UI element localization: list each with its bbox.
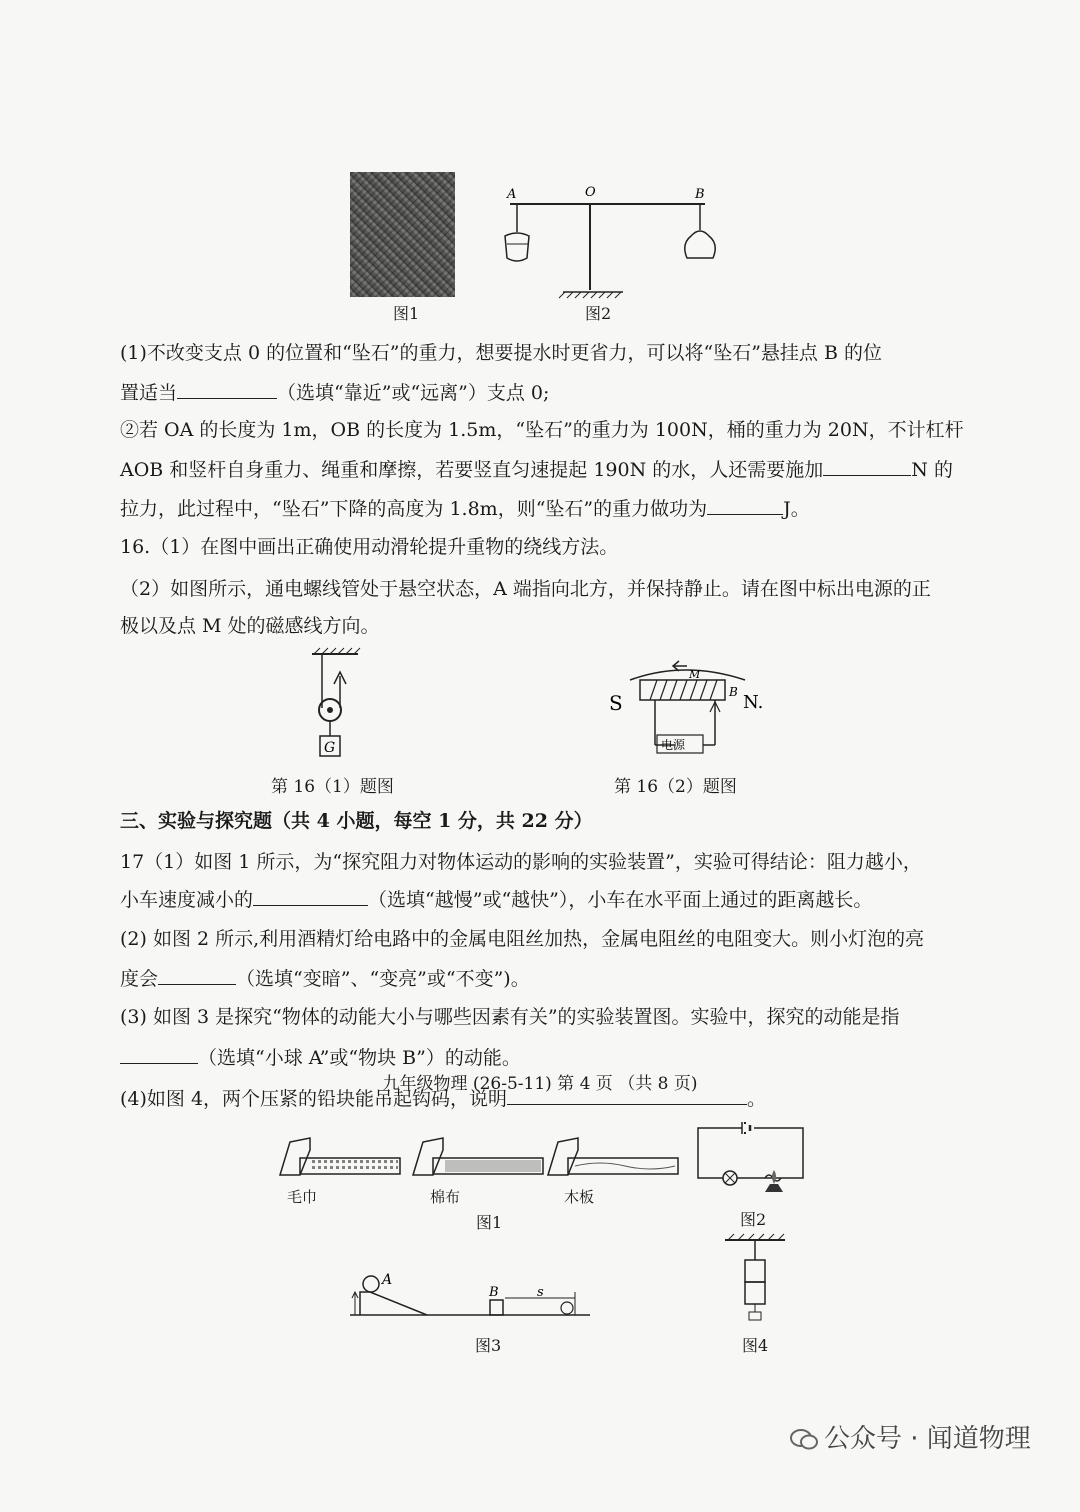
ramp-ball-diagram bbox=[345, 1270, 595, 1325]
q16-part1: 16.（1）在图中画出正确使用动滑轮提升重物的绕线方法。 bbox=[120, 536, 619, 558]
q17-part4-text-b: 。 bbox=[747, 1088, 767, 1110]
circuit-diagram bbox=[690, 1118, 810, 1208]
q17-blank-3[interactable] bbox=[120, 1043, 198, 1064]
solenoid-label-n: N. bbox=[743, 692, 764, 713]
surface-label-wood: 木板 bbox=[564, 1188, 595, 1206]
solenoid-label-s: S bbox=[609, 691, 623, 715]
section-3-title: 三、实验与探究题（共 4 小题，每空 1 分，共 22 分） bbox=[120, 810, 593, 832]
q17-part1-text-b: （选填“越慢”或“越快”），小车在水平面上通过的距离越长。 bbox=[368, 889, 873, 911]
q17-part2-line2 bbox=[120, 964, 530, 993]
q17-part2-line1: (2) 如图 2 所示,利用酒精灯给电路中的金属电阻丝加热，金属电阻丝的电阻变大。则小灯泡的亮 bbox=[120, 928, 925, 950]
q16-fig2-caption: 第 16（2）题图 bbox=[614, 777, 737, 797]
q15-part2-text-d: J。 bbox=[783, 498, 810, 520]
q17-part3-line2 bbox=[120, 1043, 521, 1072]
q17-part1-line1: 17（1）如图 1 所示，为“探究阻力对物体运动的影响的实验装置”，实验可得结论：阻力越小， bbox=[120, 851, 922, 873]
q16-part2-line1: （2）如图所示，通电螺线管处于悬空状态，A 端指向北方，并保持静止。请在图中标出电源的正 bbox=[120, 578, 931, 600]
q17-part4-text-a: (4)如图 4，两个压紧的铅块能吊起钩码，说明 bbox=[120, 1088, 508, 1110]
q17-part1-text-a: 小车速度减小的 bbox=[120, 889, 254, 911]
q17-blank-2[interactable] bbox=[158, 964, 236, 985]
lever-label-a: A bbox=[507, 187, 517, 202]
q15-part2-text-b: N 的 bbox=[911, 459, 953, 481]
solenoid-diagram bbox=[605, 650, 780, 760]
ramp-label-a: A bbox=[382, 1272, 393, 1288]
q17-blank-1[interactable] bbox=[253, 885, 368, 906]
power-source-label: 电源 bbox=[661, 738, 686, 752]
q17-fig4-caption: 图4 bbox=[742, 1336, 769, 1355]
q15-blank-3[interactable] bbox=[707, 494, 783, 515]
q15-part1-text-a: 置适当 bbox=[120, 382, 178, 404]
q17-part3-text-b: （选填“小球 A”或“物块 B”）的动能。 bbox=[198, 1047, 521, 1069]
lever-label-o: O bbox=[585, 185, 596, 200]
lever-label-b: B bbox=[695, 187, 705, 202]
wechat-icon bbox=[790, 1427, 818, 1449]
photo-well-sweep bbox=[350, 172, 455, 297]
q15-part2-text-a: AOB 和竖杆自身重力、绳重和摩擦，若要竖直匀速提起 190N 的水，人还需要施加 bbox=[120, 459, 824, 481]
solenoid-label-b: B bbox=[729, 685, 738, 699]
q15-blank-2[interactable] bbox=[823, 455, 911, 476]
weight-label: G bbox=[324, 740, 336, 756]
q17-part2-text-a: 度会 bbox=[120, 968, 159, 990]
ramps-diagram bbox=[270, 1130, 685, 1190]
q15-part1-line1: (1)不改变支点 0 的位置和“坠石”的重力，想要提水时更省力，可以将“坠石”悬挂点 B 的位 bbox=[120, 342, 882, 364]
q17-fig1-caption: 图1 bbox=[476, 1213, 503, 1232]
q17-fig2-caption: 图2 bbox=[740, 1210, 767, 1229]
q15-part2-line1: ②若 OA 的长度为 1m，OB 的长度为 1.5m，“坠石”的重力为 100N，桶的重力为 20N，不计杠杆 bbox=[120, 419, 964, 441]
q17-fig3-caption: 图3 bbox=[475, 1336, 502, 1355]
page-footer: 九年级物理 (26-5-11) 第 4 页 （共 8 页) bbox=[382, 1074, 698, 1094]
surface-label-cotton: 棉布 bbox=[430, 1188, 461, 1206]
q15-part2-text-c: 拉力，此过程中，“坠石”下降的高度为 1.8m，则“坠石”的重力做功为 bbox=[120, 498, 708, 520]
watermark bbox=[790, 1418, 1031, 1455]
pulley-diagram bbox=[300, 648, 370, 763]
lead-blocks-diagram bbox=[720, 1232, 790, 1332]
q15-part1-line2 bbox=[120, 378, 549, 407]
ramp-label-b: B bbox=[489, 1285, 499, 1300]
q17-part2-text-b: （选填“变暗”、“变亮”或“不变”)。 bbox=[236, 968, 530, 990]
q15-part2-line2 bbox=[120, 455, 953, 484]
q16-fig1-caption: 第 16（1）题图 bbox=[271, 777, 394, 797]
q17-part1-line2 bbox=[120, 885, 872, 914]
lever-diagram bbox=[495, 180, 735, 300]
ramp-label-s: s bbox=[537, 1285, 544, 1300]
solenoid-label-m: M bbox=[689, 668, 701, 681]
q15-part1-text-b: （选填“靠近”或“远离”）支点 0; bbox=[277, 382, 550, 404]
q15-fig2-caption: 图2 bbox=[585, 304, 612, 323]
surface-label-towel: 毛巾 bbox=[287, 1188, 318, 1206]
q15-fig1-caption: 图1 bbox=[393, 304, 420, 323]
q15-blank-1[interactable] bbox=[177, 378, 277, 399]
q17-part3-line1: (3) 如图 3 是探究“物体的动能大小与哪些因素有关”的实验装置图。实验中，探究的动能是指 bbox=[120, 1006, 900, 1028]
watermark-text: 公众号 · 闻道物理 bbox=[824, 1424, 1031, 1454]
q16-part2-line2: 极以及点 M 处的磁感线方向。 bbox=[120, 615, 380, 637]
q15-part2-line3 bbox=[120, 494, 810, 523]
